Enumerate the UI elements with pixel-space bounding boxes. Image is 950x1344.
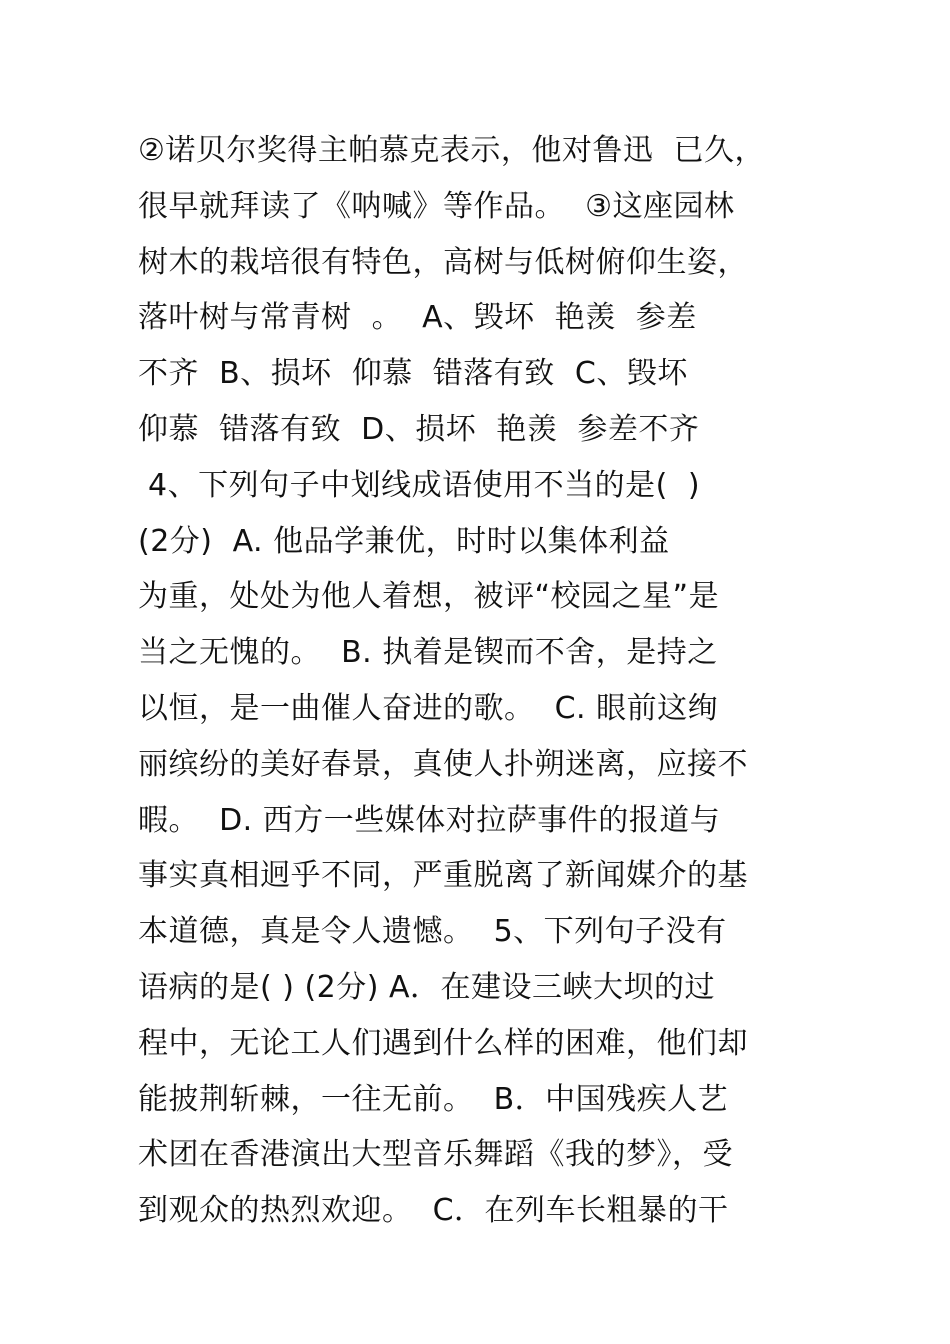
text-line: 很早就拜读了《呐喊》等作品。 ③这座园林 (138, 188, 735, 224)
text-line: 术团在香港演出大型音乐舞蹈《我的梦》，受 (138, 1137, 733, 1173)
text-line: 语病的是( ) (2分) A．在建设三峡大坝的过 (138, 969, 716, 1005)
text-line: 丽缤纷的美好春景，真使人扑朔迷离，应接不 (138, 746, 748, 782)
text-line: 以恒，是一曲催人奋进的歌。 C. 眼前这绚 (138, 690, 719, 726)
text-line: 不齐 B、损坏 仰慕 错落有致 C、毁坏 (138, 356, 688, 392)
text-line: 为重，处处为他人着想，被评“校园之星”是 (138, 579, 720, 615)
text-line: 能披荆斩棘，一往无前。 B．中国残疾人艺 (138, 1081, 729, 1117)
text-line: 4、下列句子中划线成语使用不当的是( ) (138, 467, 701, 503)
document-text (138, 123, 838, 1239)
text-line: 暇。 D. 西方一些媒体对拉萨事件的报道与 (138, 802, 721, 838)
text-line: (2分) A. 他品学兼优，时时以集体利益 (138, 523, 670, 559)
text-line: 当之无愧的。 B. 执着是锲而不舍，是持之 (138, 635, 718, 671)
text-line: 树木的栽培很有特色，高树与低树俯仰生姿， (138, 244, 748, 280)
text-line: 落叶树与常青树 。 A、毁坏 艳羡 参差 (138, 300, 697, 336)
text-line: 仰慕 错落有致 D、损坏 艳羡 参差不齐 (138, 411, 700, 447)
text-line: 事实真相迥乎不同，严重脱离了新闻媒介的基 (138, 858, 748, 894)
text-line: 程中，无论工人们遇到什么样的困难，他们却 (138, 1025, 748, 1061)
text-line: ②诺贝尔奖得主帕慕克表示，他对鲁迅 已久， (138, 133, 765, 168)
text-line: 到观众的热烈欢迎。 C．在列车长粗暴的干 (138, 1193, 729, 1229)
text-line: 本道德，真是令人遗憾。 5、下列句子没有 (138, 914, 727, 950)
